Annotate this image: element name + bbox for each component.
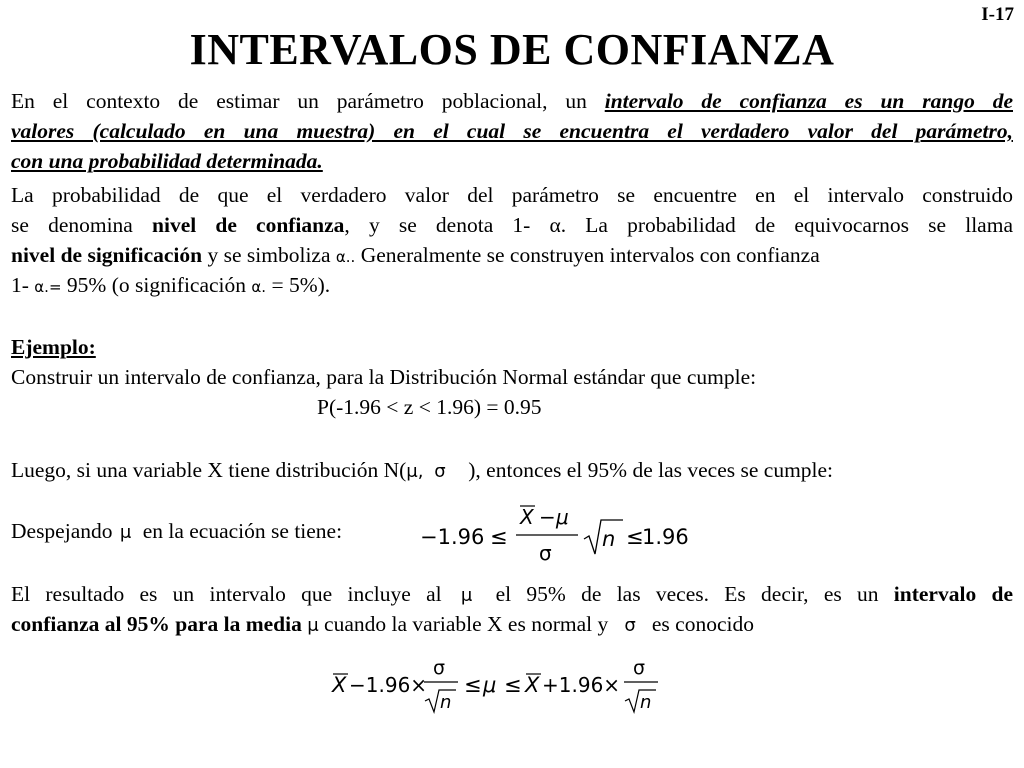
svg-text:≤: ≤ <box>504 673 522 697</box>
svg-text:≤: ≤ <box>626 525 644 549</box>
svg-text:μ: μ <box>483 673 497 697</box>
svg-text:σ: σ <box>633 657 646 679</box>
despejando-line: Despejando μ en la ecuación se tiene: <box>11 519 343 543</box>
svg-text:1.96: 1.96 <box>642 525 689 549</box>
svg-text:≤: ≤ <box>464 673 482 697</box>
probability-line-3: nivel de significación y se simboliza α.. Generalmente se construyen intervalos con confianza <box>11 243 820 267</box>
svg-text:X: X <box>525 673 540 697</box>
result-line-2: confianza al 95% para la media μ cuando la variable X es normal y σ es conocido <box>11 612 754 636</box>
mu-symbol: μ <box>406 461 418 482</box>
probability-line-1: La probabilidad de que el verdadero valor del parámetro se encuentre en el intervalo construido <box>11 183 1013 207</box>
sigma-symbol: σ <box>434 461 446 482</box>
definition-line-3: con una probabilidad determinada. <box>11 149 323 173</box>
probability-line-4: 1- α.= 95% (o significación α. = 5%). <box>11 273 331 297</box>
definition-line-2: valores (calculado en una muestra) en el cual se encuentra el verdadero valor del parámetro, <box>11 119 1013 143</box>
distribution-line: Luego, si una variable X tiene distribución N(μ, σ ), entonces el 95% de las veces se cumple: <box>11 458 834 482</box>
sigma-symbol: σ <box>624 615 636 636</box>
example-statement: Construir un intervalo de confianza, para la Distribución Normal estándar que cumple: <box>11 365 757 389</box>
svg-text:≤: ≤ <box>490 525 508 549</box>
mu-symbol: μ <box>307 615 319 636</box>
svg-text:n: n <box>440 692 452 713</box>
svg-text:−1.96×: −1.96× <box>349 673 428 697</box>
confidence-interval-formula <box>328 652 668 716</box>
probability-equation: P(-1.96 < z < 1.96) = 0.95 <box>317 395 542 419</box>
svg-text:−1.96: −1.96 <box>420 525 485 549</box>
svg-text:σ: σ <box>539 541 552 564</box>
standardization-formula <box>418 502 690 564</box>
slide-number: I-17 <box>981 4 1014 25</box>
svg-text:n: n <box>640 692 652 713</box>
mu-symbol: μ <box>119 522 132 543</box>
example-heading: Ejemplo: <box>11 335 96 359</box>
page-title: INTERVALOS DE CONFIANZA <box>189 25 835 74</box>
svg-text:+1.96×: +1.96× <box>542 673 621 697</box>
svg-text:X: X <box>520 505 534 529</box>
svg-text:n: n <box>602 527 616 551</box>
result-line-1: El resultado es un intervalo que incluye al μ el 95% de las veces. Es decir, es un intervalo de <box>11 582 1013 606</box>
definition-line-1: En el contexto de estimar un parámetro poblacional, un intervalo de confianza es un rango de <box>11 89 1013 113</box>
svg-text:σ: σ <box>433 657 446 679</box>
svg-text:X: X <box>332 673 347 697</box>
svg-text:−: − <box>539 505 556 529</box>
probability-line-2: se denomina nivel de confianza, y se denota 1- α. La probabilidad de equivocarnos se llama <box>11 213 1013 237</box>
svg-text:μ: μ <box>556 505 569 529</box>
mu-symbol: μ <box>460 585 473 606</box>
